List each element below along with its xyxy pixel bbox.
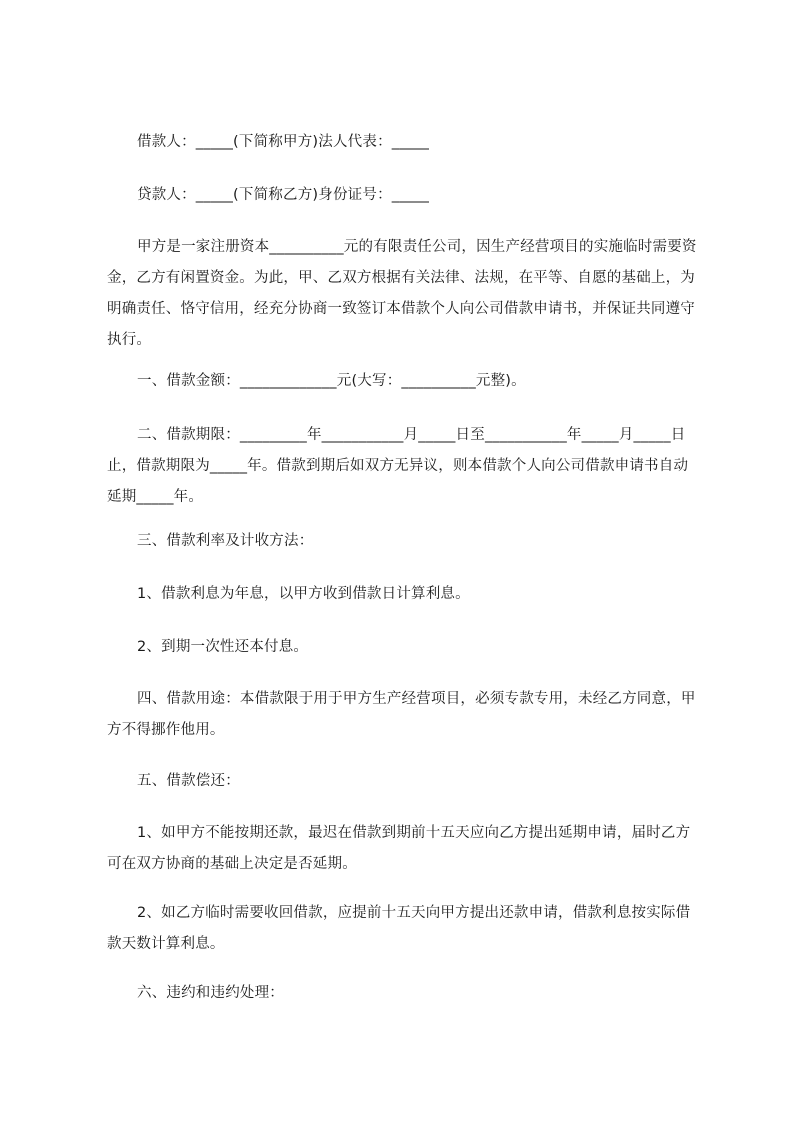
section-repayment-heading: 五、借款偿还： — [137, 773, 240, 789]
borrower-line: 借款人：_____(下简称甲方)法人代表：_____ — [137, 134, 430, 150]
section-interest-heading: 三、借款利率及计收方法： — [137, 533, 314, 549]
section-breach-heading: 六、违约和违约处理： — [137, 985, 284, 1001]
interest-clause-2: 2、到期一次性还本付息。 — [137, 639, 309, 655]
repayment-clause-1: 1、如甲方不能按期还款，最迟在借款到期前十五天应向乙方提出延期申请，届时乙方可在双方协商的基础上决定是否延期。 — [107, 825, 691, 872]
intro-paragraph: 甲方是一家注册资本__________元的有限责任公司，因生产经营项目的实施临时需要资金，乙方有闲置资金。为此，甲、乙双方根据有关法律、法规，在平等、自愿的基础上，为明确责任、恪守信用，经充分协商一致签订本借款个人向公司借款申请书，并保证共同遵守执行。 — [107, 239, 697, 348]
lender-line: 贷款人：_____(下简称乙方)身份证号：_____ — [137, 187, 430, 203]
interest-clause-1: 1、借款利息为年息，以甲方收到借款日计算利息。 — [137, 586, 470, 602]
section-loan-term: 二、借款期限：_________年___________月_____日至___________年_____月_____日止，借款期限为_____年。借款到期后如双方无异议，则本借款个人向公司借款申请书自动延期_____年。 — [107, 427, 689, 505]
section-loan-amount: 一、借款金额：_____________元(大写：__________元整)。 — [137, 373, 526, 389]
repayment-clause-2: 2、如乙方临时需要收回借款，应提前十五天向甲方提出还款申请，借款利息按实际借款天数计算利息。 — [107, 905, 691, 952]
section-loan-purpose: 四、借款用途：本借款限于用于甲方生产经营项目，必须专款专用，未经乙方同意，甲方不得挪作他用。 — [107, 691, 696, 738]
